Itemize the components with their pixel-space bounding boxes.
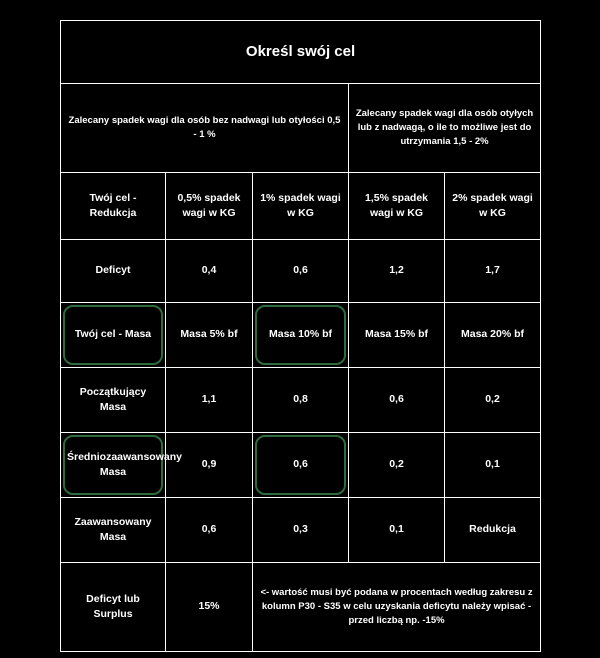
cell: 0,2 xyxy=(349,433,445,498)
cell: Masa 5% bf xyxy=(166,303,253,368)
cell-selected[interactable] xyxy=(253,303,349,368)
info-overweight: Zalecany spadek wagi dla osób otyłych lub z nadwagą, o ile to możliwe jest do utrzymania 1,5 - 2% xyxy=(349,84,541,173)
table-row xyxy=(61,303,541,368)
selection-highlight xyxy=(63,435,163,495)
cell: 0,1 xyxy=(349,498,445,563)
header-goal: Twój cel - Redukcja xyxy=(61,173,166,240)
table-row xyxy=(61,368,541,433)
cell: Redukcja xyxy=(445,498,541,563)
header-col-3: 1,5% spadek wagi w KG xyxy=(349,173,445,240)
row-label-beginner: Początkujący Masa xyxy=(61,368,166,433)
header-col-2: 1% spadek wagi w KG xyxy=(253,173,349,240)
goal-table xyxy=(60,20,541,652)
cell: Masa 20% bf xyxy=(445,303,541,368)
row-label-text: Twój cel - Masa xyxy=(74,328,152,341)
header-col-4: 2% spadek wagi w KG xyxy=(445,173,541,240)
row-label-advanced: Zaawansowany Masa xyxy=(61,498,166,563)
cell: 0,4 xyxy=(166,240,253,303)
cell: 0,9 xyxy=(166,433,253,498)
instruction-note: <- wartość musi być podana w procentach według zakresu z kolumn P30 - S35 w celu uzyskania deficytu należy wpisać - przed liczbą np. -15% xyxy=(253,563,541,652)
table-title: Określ swój cel xyxy=(61,21,541,84)
cell: 1,1 xyxy=(166,368,253,433)
table-row xyxy=(61,433,541,498)
header-col-1: 0,5% spadek wagi w KG xyxy=(166,173,253,240)
cell-text: 0,6 xyxy=(293,458,308,471)
cell: Masa 15% bf xyxy=(349,303,445,368)
cell: 0,6 xyxy=(166,498,253,563)
cell: 0,6 xyxy=(253,240,349,303)
cell: 0,2 xyxy=(445,368,541,433)
cell: 0,8 xyxy=(253,368,349,433)
table-row xyxy=(61,240,541,303)
row-label-goal-mass[interactable] xyxy=(61,303,166,368)
deficit-surplus-value[interactable]: 15% xyxy=(166,563,253,652)
row-label-intermediate[interactable] xyxy=(61,433,182,498)
goal-table-frame xyxy=(60,20,540,638)
cell: 1,2 xyxy=(349,240,445,303)
row-label-text: Średniozaawansowany Masa xyxy=(67,450,182,478)
cell: 1,7 xyxy=(445,240,541,303)
row-label-deficit-surplus: Deficyt lub Surplus xyxy=(61,563,166,652)
row-label-deficit: Deficyt xyxy=(61,240,166,303)
table-row xyxy=(61,498,541,563)
info-normal-weight: Zalecany spadek wagi dla osób bez nadwagi lub otyłości 0,5 - 1 % xyxy=(61,84,349,173)
cell: 0,3 xyxy=(253,498,349,563)
cell-text: Masa 10% bf xyxy=(268,328,333,341)
cell: 0,1 xyxy=(445,433,541,498)
cell: 0,6 xyxy=(349,368,445,433)
table-row xyxy=(61,563,541,652)
cell-selected[interactable] xyxy=(253,433,349,498)
